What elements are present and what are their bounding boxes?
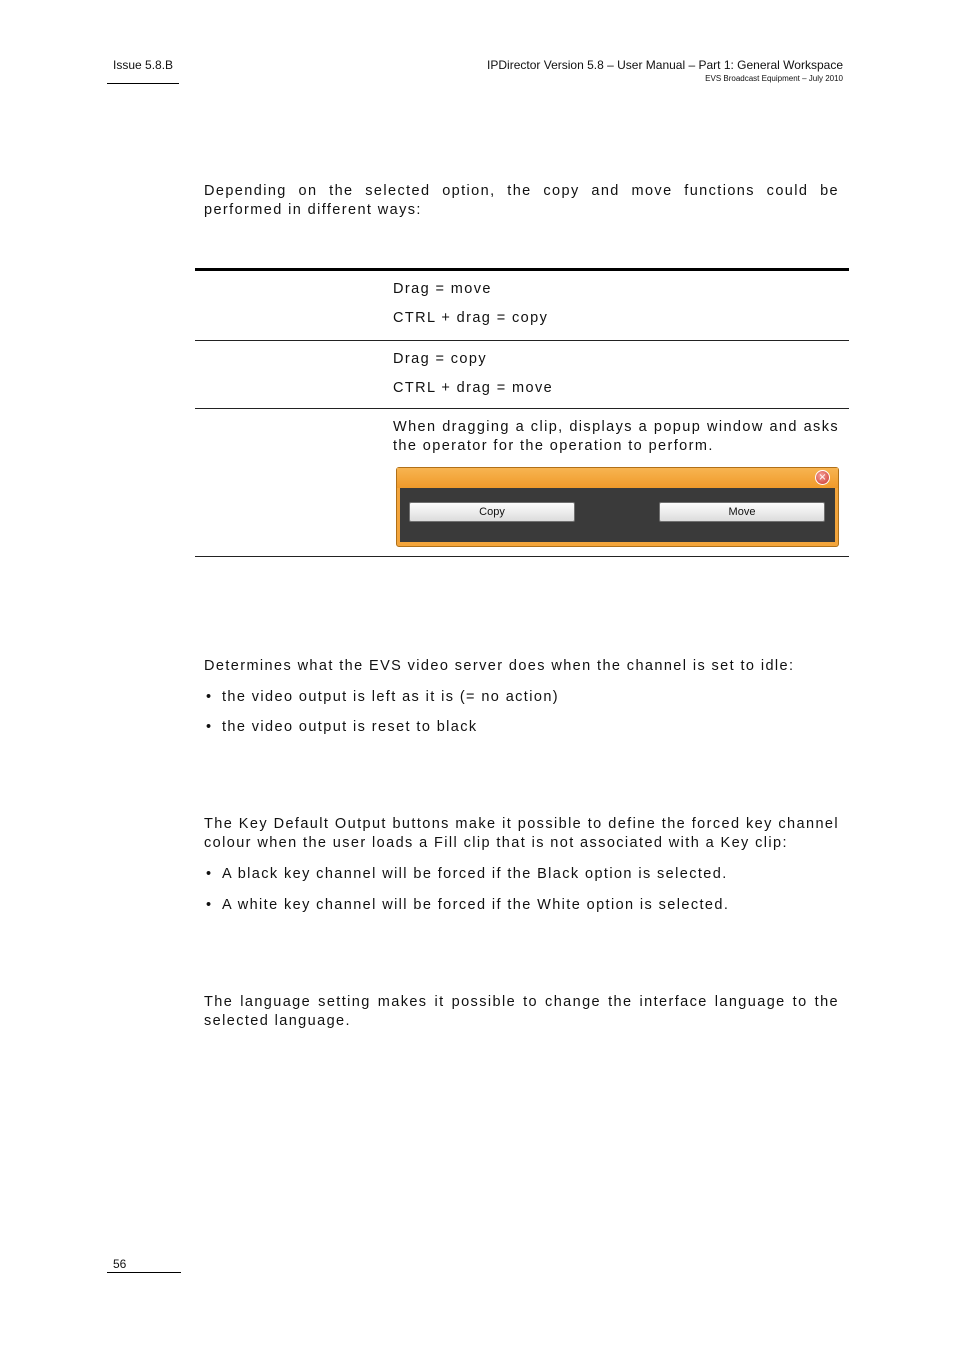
popup-content xyxy=(400,488,835,542)
table-row xyxy=(195,271,849,341)
table-cell xyxy=(393,350,839,398)
table-cell xyxy=(393,280,839,328)
list-item: • A white key channel will be forced if the White option is selected. xyxy=(204,896,844,915)
table-line: CTRL + drag = copy xyxy=(393,310,549,326)
document-subtitle: EVS Broadcast Equipment – July 2010 xyxy=(705,74,843,83)
close-icon[interactable]: × xyxy=(815,470,830,485)
key-output-list xyxy=(204,865,844,927)
copy-move-options-table xyxy=(195,268,849,557)
running-header xyxy=(487,58,843,83)
idle-options-list xyxy=(204,688,844,748)
header-rule xyxy=(107,83,179,84)
copy-button[interactable]: Copy xyxy=(409,502,575,522)
table-line: Drag = move xyxy=(393,281,492,297)
issue-label: Issue 5.8.B xyxy=(113,58,174,72)
footer-rule xyxy=(107,1272,181,1273)
list-item: • A black key channel will be forced if the Black option is selected. xyxy=(204,865,844,884)
key-output-paragraph: The Key Default Output buttons make it possible to define the forced key channel colour when the user loads a Fill clip that is not associated with a Key clip: xyxy=(204,816,839,851)
move-button[interactable]: Move xyxy=(659,502,825,522)
page-number: 56 xyxy=(113,1257,127,1271)
copy-move-popup xyxy=(396,467,839,547)
table-line: CTRL + drag = move xyxy=(393,380,554,396)
idle-paragraph: Determines what the EVS video server does when the channel is set to idle: xyxy=(204,658,795,674)
list-item: • the video output is left as it is (= no action) xyxy=(204,688,844,707)
language-paragraph: The language setting makes it possible to change the interface language to the selected language. xyxy=(204,994,839,1029)
table-cell xyxy=(393,418,839,456)
table-line: Drag = copy xyxy=(393,351,487,367)
table-row xyxy=(195,409,849,557)
table-line: When dragging a clip, displays a popup window and asks the operator for the operation to perform. xyxy=(393,419,839,454)
popup-titlebar xyxy=(397,468,838,488)
table-row xyxy=(195,341,849,409)
intro-paragraph: Depending on the selected option, the copy and move functions could be performed in different ways: xyxy=(204,183,839,218)
list-item: • the video output is reset to black xyxy=(204,718,844,737)
document-title: IPDirector Version 5.8 – User Manual – Part 1: General Workspace xyxy=(487,58,843,72)
